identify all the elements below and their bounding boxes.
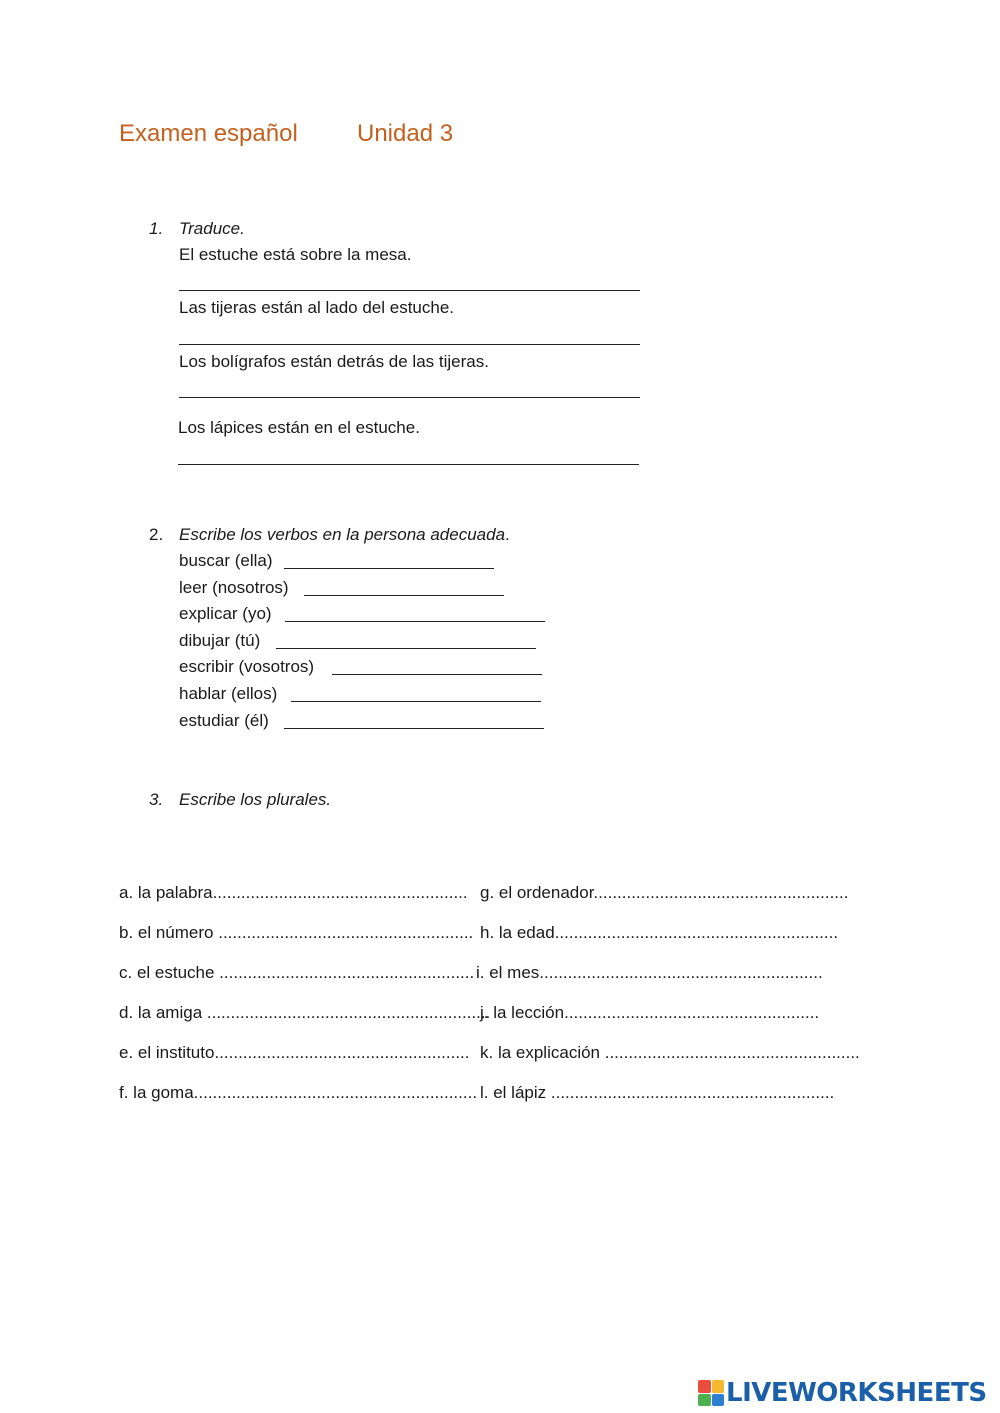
plural-item-i[interactable]: [476, 962, 823, 984]
verb-answer-3[interactable]: [285, 621, 545, 622]
exam-title: Examen español: [119, 120, 298, 147]
verb-item-5: escribir (vosotros): [179, 657, 315, 676]
liveworksheets-logo-icon: [698, 1380, 724, 1406]
verb-item-7: estudiar (él): [179, 711, 269, 730]
sentence-4: Los lápices están en el estuche.: [178, 418, 420, 437]
verb-item-2: leer (nosotros): [179, 578, 289, 597]
plural-label-h: h. la edad: [480, 923, 555, 942]
dot-leader: ............................................................: [550, 1083, 835, 1102]
plural-item-k[interactable]: [480, 1042, 860, 1064]
plural-label-e: e. el instituto: [119, 1043, 215, 1062]
section2-number: 2.: [149, 525, 164, 544]
plural-label-d: d. la amiga: [119, 1003, 207, 1022]
plural-item-a[interactable]: [119, 882, 468, 904]
plural-item-f[interactable]: [119, 1082, 478, 1104]
dot-leader: ............................................................: [554, 923, 839, 942]
answer-line-2[interactable]: [179, 344, 640, 345]
plural-item-b[interactable]: [119, 922, 474, 944]
answer-line-4[interactable]: [178, 464, 639, 465]
plural-label-k: k. la explicación: [480, 1043, 605, 1062]
sentence-2: Las tijeras están al lado del estuche.: [179, 298, 455, 317]
dot-leader: ......................................................: [219, 963, 475, 982]
verb-item-4: dibujar (tú): [179, 631, 261, 650]
dot-leader: ............................................................: [539, 963, 823, 982]
unit-label: Unidad 3: [357, 120, 454, 147]
verb-answer-7[interactable]: [284, 728, 544, 729]
sentence-3: Los bolígrafos están detrás de las tijeras.: [179, 352, 489, 371]
dot-leader: ......................................................: [564, 1003, 820, 1022]
plural-label-f: f. la goma: [119, 1083, 194, 1102]
section2-instruction: [179, 524, 510, 546]
plural-label-a: a. la palabra: [119, 883, 213, 902]
plural-item-g[interactable]: [480, 882, 849, 904]
dot-leader: ......................................................: [212, 883, 468, 902]
plural-item-j[interactable]: [480, 1002, 820, 1024]
verb-item-6: hablar (ellos): [179, 684, 278, 703]
verb-item-1: buscar (ella): [179, 551, 273, 570]
section3-number: 3.: [149, 790, 164, 809]
dot-leader: ......................................................: [604, 1043, 860, 1062]
answer-line-1[interactable]: [179, 290, 640, 291]
verb-answer-1[interactable]: [284, 568, 494, 569]
brand-name: LIVEWORKSHEETS: [726, 1378, 987, 1408]
section1-number: 1.: [149, 219, 164, 238]
plural-label-b: b. el número: [119, 923, 219, 942]
plural-item-d[interactable]: [119, 1002, 491, 1024]
liveworksheets-logo: [698, 1375, 994, 1411]
dot-leader: ......................................................: [593, 883, 849, 902]
dot-leader: ............................................................: [206, 1003, 491, 1022]
plural-item-h[interactable]: [480, 922, 839, 944]
verb-item-3: explicar (yo): [179, 604, 272, 623]
plural-label-g: g. el ordenador: [480, 883, 594, 902]
dot-leader: ............................................................: [193, 1083, 478, 1102]
sentence-1: El estuche está sobre la mesa.: [179, 245, 412, 264]
plural-item-l[interactable]: [480, 1082, 835, 1104]
verb-answer-5[interactable]: [332, 674, 542, 675]
section3-instruction: Escribe los plurales.: [179, 790, 332, 809]
answer-line-3[interactable]: [179, 397, 640, 398]
plural-item-e[interactable]: [119, 1042, 470, 1064]
dot-leader: ......................................................: [214, 1043, 470, 1062]
section2-instruction-period: .: [505, 525, 510, 544]
plural-label-l: l. el lápiz: [480, 1083, 551, 1102]
section1-instruction: Traduce.: [179, 219, 245, 238]
verb-answer-6[interactable]: [291, 701, 541, 702]
verb-answer-2[interactable]: [304, 595, 504, 596]
plural-label-c: c. el estuche: [119, 963, 220, 982]
plural-item-c[interactable]: [119, 962, 475, 984]
verb-answer-4[interactable]: [276, 648, 536, 649]
plural-label-j: j. la lección: [480, 1003, 565, 1022]
dot-leader: ......................................................: [218, 923, 474, 942]
plural-label-i: i. el mes: [476, 963, 540, 982]
section2-instruction-text: Escribe los verbos en la persona adecuada: [179, 525, 506, 544]
